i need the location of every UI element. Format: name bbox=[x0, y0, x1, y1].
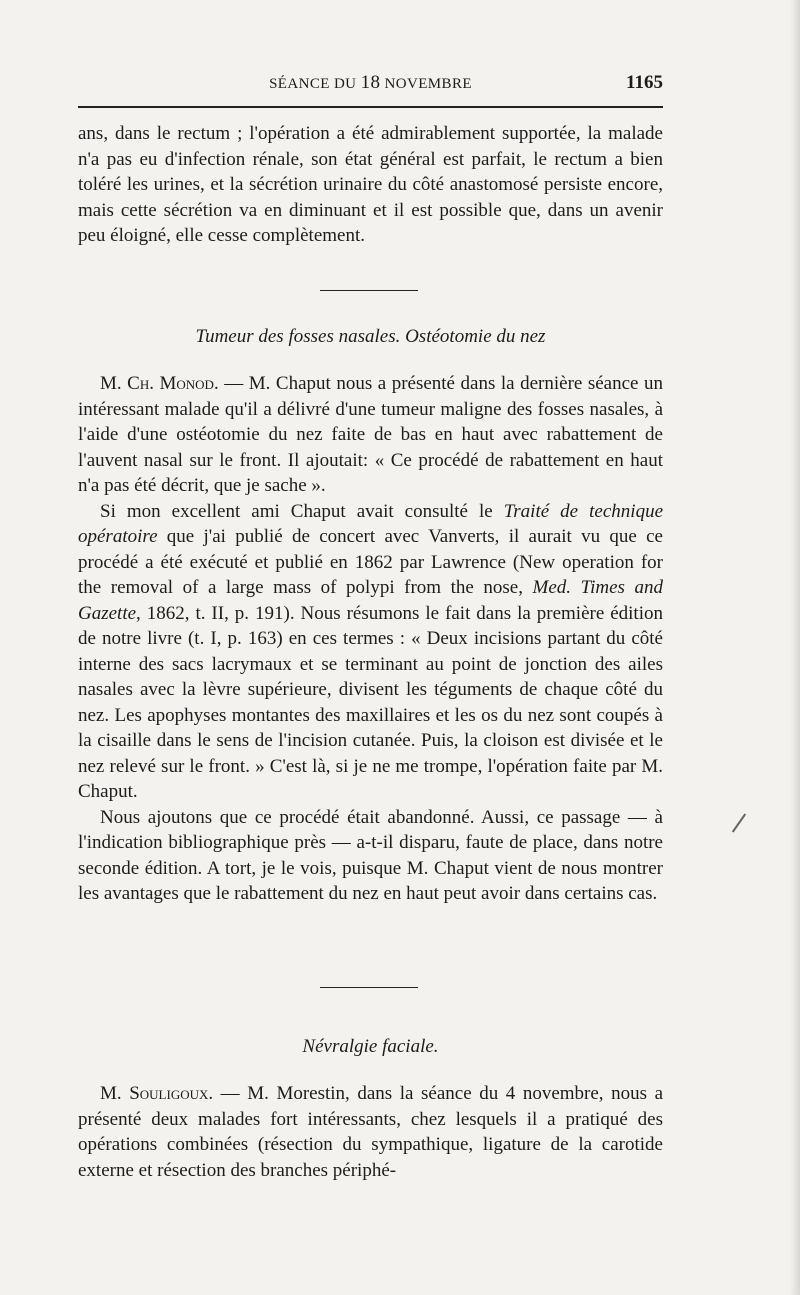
paragraph-text: que j'ai publié de concert avec Vanverts, il aurait vu que ce procédé a été exécuté et publié en 1862 par Lawrence (New operation for the removal of a large mass of polypi from the nose, bbox=[78, 526, 663, 598]
header-title-suffix: NOVEMBRE bbox=[380, 76, 472, 92]
section-title-tumeur: Tumeur des fosses nasales. Ostéotomie du nez bbox=[195, 326, 546, 347]
book-title: Traité de technique opératoire bbox=[78, 500, 663, 547]
continuation-paragraph bbox=[78, 121, 663, 249]
speaker-name: M. Ch. Monod. bbox=[100, 373, 219, 394]
page-number: 1165 bbox=[626, 72, 663, 93]
section-title-nevralgie: Névralgie faciale. bbox=[302, 1036, 439, 1057]
journal-title: Med. Times and Gazette bbox=[78, 577, 663, 624]
page-edge-shadow bbox=[790, 0, 800, 1295]
paragraph-text: Si mon excellent ami Chaput avait consulté le bbox=[100, 500, 504, 522]
section-body-monod bbox=[78, 371, 663, 907]
speaker-name: M. Souligoux. bbox=[100, 1083, 214, 1104]
section-body-souligoux bbox=[78, 1081, 663, 1183]
paragraph-text: — M. Chaput nous a présenté dans la dernière séance un intéressant malade qu'il a délivré d'une tumeur maligne des fosses nasales, à l'aide d'une ostéotomie du nez faite de bas en haut avec rabattement de l'auvent nasal sur le front. Il ajoutait: « Ce procédé de rabattement en haut n'a pas été décrit, que je sache ». bbox=[78, 373, 663, 496]
paragraph-monod-reference bbox=[78, 499, 663, 805]
section-divider bbox=[320, 987, 418, 988]
pencil-mark bbox=[732, 813, 746, 832]
header-title-prefix: SÉANCE DU bbox=[269, 76, 361, 92]
paragraph-text: ans, dans le rectum ; l'opération a été admirablement supportée, la malade n'a pas eu d'infection rénale, son état général est parfait, le rectum a bien toléré les urines, et la sécrétion urinaire du côté anastomosé persiste encore, mais cette sécrétion va en diminuant et il est possible que, dans un avenir peu éloigné, elle cesse complètement. bbox=[78, 123, 663, 246]
section-divider bbox=[320, 290, 418, 291]
paragraph-souligoux-intro bbox=[78, 1081, 663, 1183]
header-title-number: 18 bbox=[360, 72, 381, 93]
header-rule bbox=[78, 106, 663, 108]
paragraph-text: — M. Morestin, dans la séance du 4 novembre, nous a présenté deux malades fort intéressants, chez lesquels il a pratiqué des opérations combinées (résection du sympathique, ligature de la carotide externe et résection des branches périphé- bbox=[78, 1083, 663, 1181]
paragraph-text: , 1862, t. II, p. 191). Nous résumons le fait dans la première édition de notre livre (t. I, p. 163) en ces termes : « Deux incisions partant du côté interne des sacs lacrymaux et se terminant au point de jonction des ailes nasales avec la lèvre supérieure, divisent les téguments de chaque côté du nez. Les apophyses montantes des maxillaires et les os du nez sont coupés à la cisaille dans le sens de l'incision cutanée. Puis, la cloison est divisée et le nez relevé sur le front. » C'est là, si je ne me trompe, l'opération faite par M. Chaput. bbox=[78, 602, 663, 802]
running-header bbox=[78, 72, 663, 96]
header-title bbox=[78, 72, 663, 94]
paragraph-monod-intro bbox=[78, 371, 663, 499]
paragraph-monod-conclusion: Nous ajoutons que ce procédé était abandonné. Aussi, ce passage — à l'indication bibliographique près — a-t-il disparu, faute de place, dans notre seconde édition. A tort, je le vois, puisque M. Chaput vient de nous montrer les avantages que le rabattement du nez en haut peut avoir dans certains cas. bbox=[78, 806, 663, 904]
